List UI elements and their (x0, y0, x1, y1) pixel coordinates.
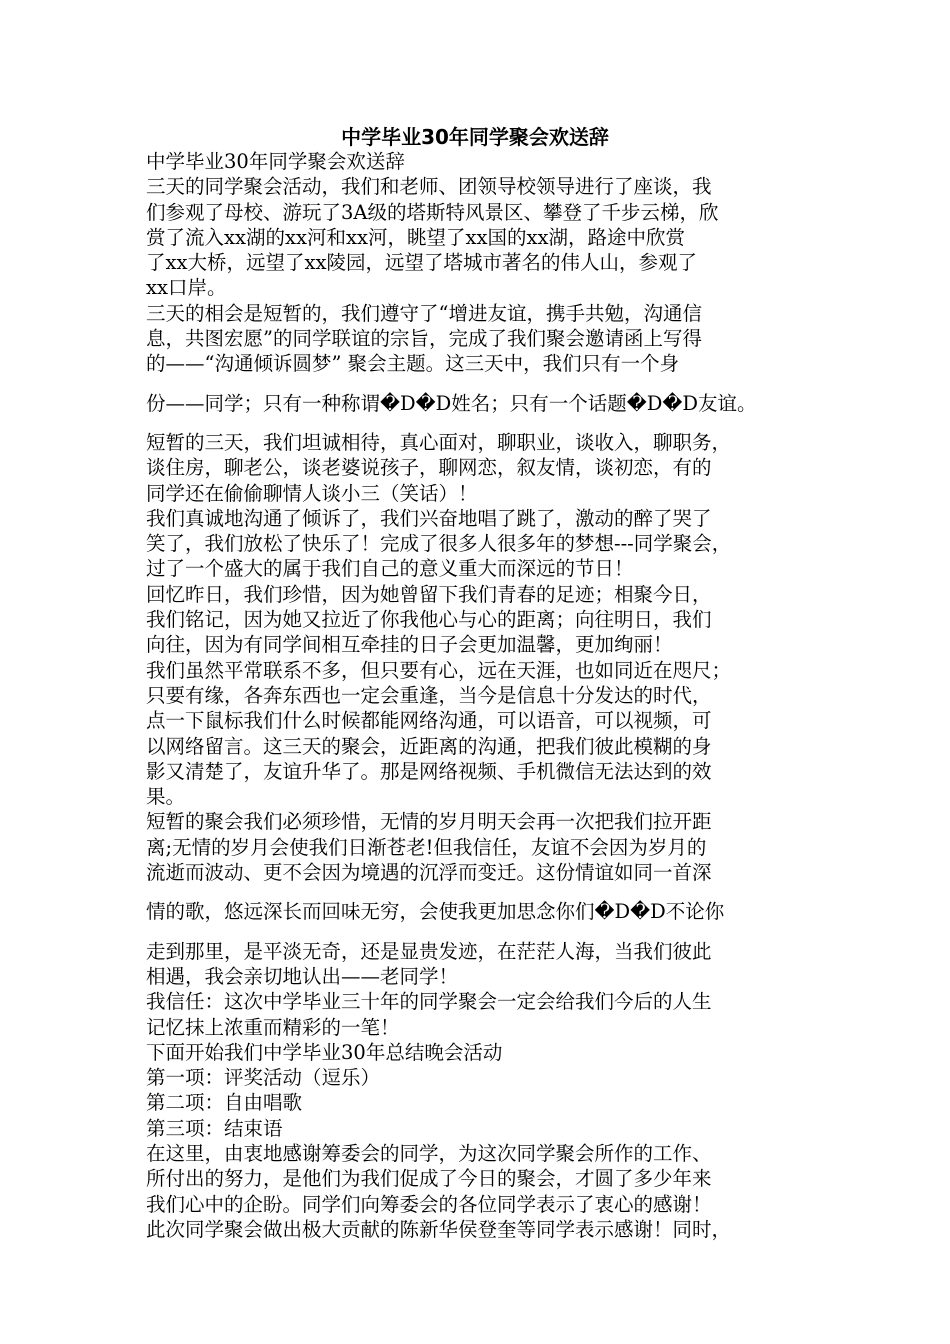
text-line: 影又清楚了，友谊升华了。那是网络视频、手机微信无法达到的效 (146, 759, 712, 783)
text-line: 同学还在偷偷聊情人谈小三（笑话）！ (146, 481, 478, 505)
text-line: 离;无情的岁月会使我们日渐苍老!但我信任，友谊不会因为岁月的 (146, 835, 707, 859)
text-line: 我们虽然平常联系不多，但只要有心，远在天涯，也如同近在咫尺； (146, 658, 732, 682)
text-line: 赏了流入xx湖的xx河和xx河，眺望了xx国的xx湖，路途中欣赏 (146, 225, 685, 249)
text-line: 笑了，我们放松了快乐了！完成了很多人很多年的梦想---同学聚会， (146, 532, 732, 556)
text-line: 果。 (146, 785, 186, 809)
text-line: 只要有缘，各奔东西也一定会重逢，当今是信息十分发达的时代， (146, 683, 712, 707)
text-line: 过了一个盛大的属于我们自己的意义重大而深远的节日！ (146, 557, 634, 581)
text-line: 们参观了母校、游玩了3A级的塔斯特风景区、攀登了千步云梯，欣 (146, 200, 719, 224)
text-line: 流逝而波动、更不会因为境遇的沉浮而变迁。这份情谊如同一首深 (146, 861, 712, 885)
text-line: 我们心中的企盼。同学们向筹委会的各位同学表示了衷心的感谢！ (146, 1192, 712, 1216)
text-line: 我们铭记，因为她又拉近了你我他心与心的距离；向往明日，我们 (146, 608, 712, 632)
text-line: 第一项：评奖活动（逗乐） (146, 1066, 381, 1090)
document-body (146, 149, 826, 1242)
text-line: 息，共图宏愿”的同学联谊的宗旨，完成了我们聚会邀请函上写得 (146, 327, 702, 351)
text-line: 点一下鼠标我们什么时候都能网络沟通，可以语音，可以视频，可 (146, 709, 712, 733)
text-line: 我信任：这次中学毕业三十年的同学聚会一定会给我们今后的人生 (146, 990, 712, 1014)
text-line: 第二项：自由唱歌 (146, 1091, 303, 1115)
text-line: 此次同学聚会做出极大贡献的陈新华侯登奎等同学表示感谢！同时， (146, 1217, 732, 1241)
text-line: 份——同学；只有一种称谓�D�D姓名；只有一个话题�D�D友谊。 (146, 391, 757, 415)
text-line: 向往，因为有同学间相互牵挂的日子会更加温馨，更加绚丽！ (146, 633, 673, 657)
text-line: 谈住房，聊老公，谈老婆说孩子，聊网恋，叙友情，谈初恋，有的 (146, 456, 712, 480)
text-line: 以网络留言。这三天的聚会，近距离的沟通，把我们彼此模糊的身 (146, 734, 712, 758)
text-line: 第三项：结束语 (146, 1116, 283, 1140)
text-line: 相遇，我会亲切地认出——老同学！ (146, 964, 459, 988)
text-line: 短暂的聚会我们必须珍惜，无情的岁月明天会再一次把我们拉开距 (146, 810, 712, 834)
text-line: 中学毕业30年同学聚会欢送辞 (146, 150, 405, 173)
text-line: 所付出的努力，是他们为我们促成了今日的聚会，才圆了多少年来 (146, 1167, 712, 1191)
text-line: 下面开始我们中学毕业30年总结晚会活动 (146, 1040, 503, 1064)
text-line: 回忆昨日，我们珍惜，因为她曾留下我们青春的足迹；相聚今日， (146, 582, 712, 606)
text-line: 三天的相会是短暂的，我们遵守了“增进友谊，携手共勉，沟通信 (146, 301, 702, 325)
text-line: 走到那里，是平淡无奇，还是显贵发迹，在茫茫人海，当我们彼此 (146, 939, 712, 963)
text-line: 记忆抹上浓重而精彩的一笔！ (146, 1015, 400, 1039)
text-line: 了xx大桥，远望了xx陵园，远望了塔城市著名的伟人山，参观了 (146, 251, 697, 275)
text-line: 我们真诚地沟通了倾诉了，我们兴奋地唱了跳了，激动的醉了哭了 (146, 506, 712, 530)
text-line: 情的歌，悠远深长而回味无穷，会使我更加思念你们�D�D不论你 (146, 900, 725, 924)
text-line: 三天的同学聚会活动，我们和老师、团领导校领导进行了座谈，我 (146, 175, 712, 199)
text-line: xx口岸。 (146, 276, 227, 300)
text-line: 在这里，由衷地感谢筹委会的同学，为这次同学聚会所作的工作、 (146, 1141, 712, 1165)
text-line: 短暂的三天，我们坦诚相待，真心面对，聊职业，谈收入，聊职务， (146, 430, 732, 454)
text-line: 的——“沟通倾诉圆梦” 聚会主题。这三天中，我们只有一个身 (146, 352, 680, 376)
document-title: 中学毕业30年同学聚会欢送辞 (341, 125, 609, 149)
